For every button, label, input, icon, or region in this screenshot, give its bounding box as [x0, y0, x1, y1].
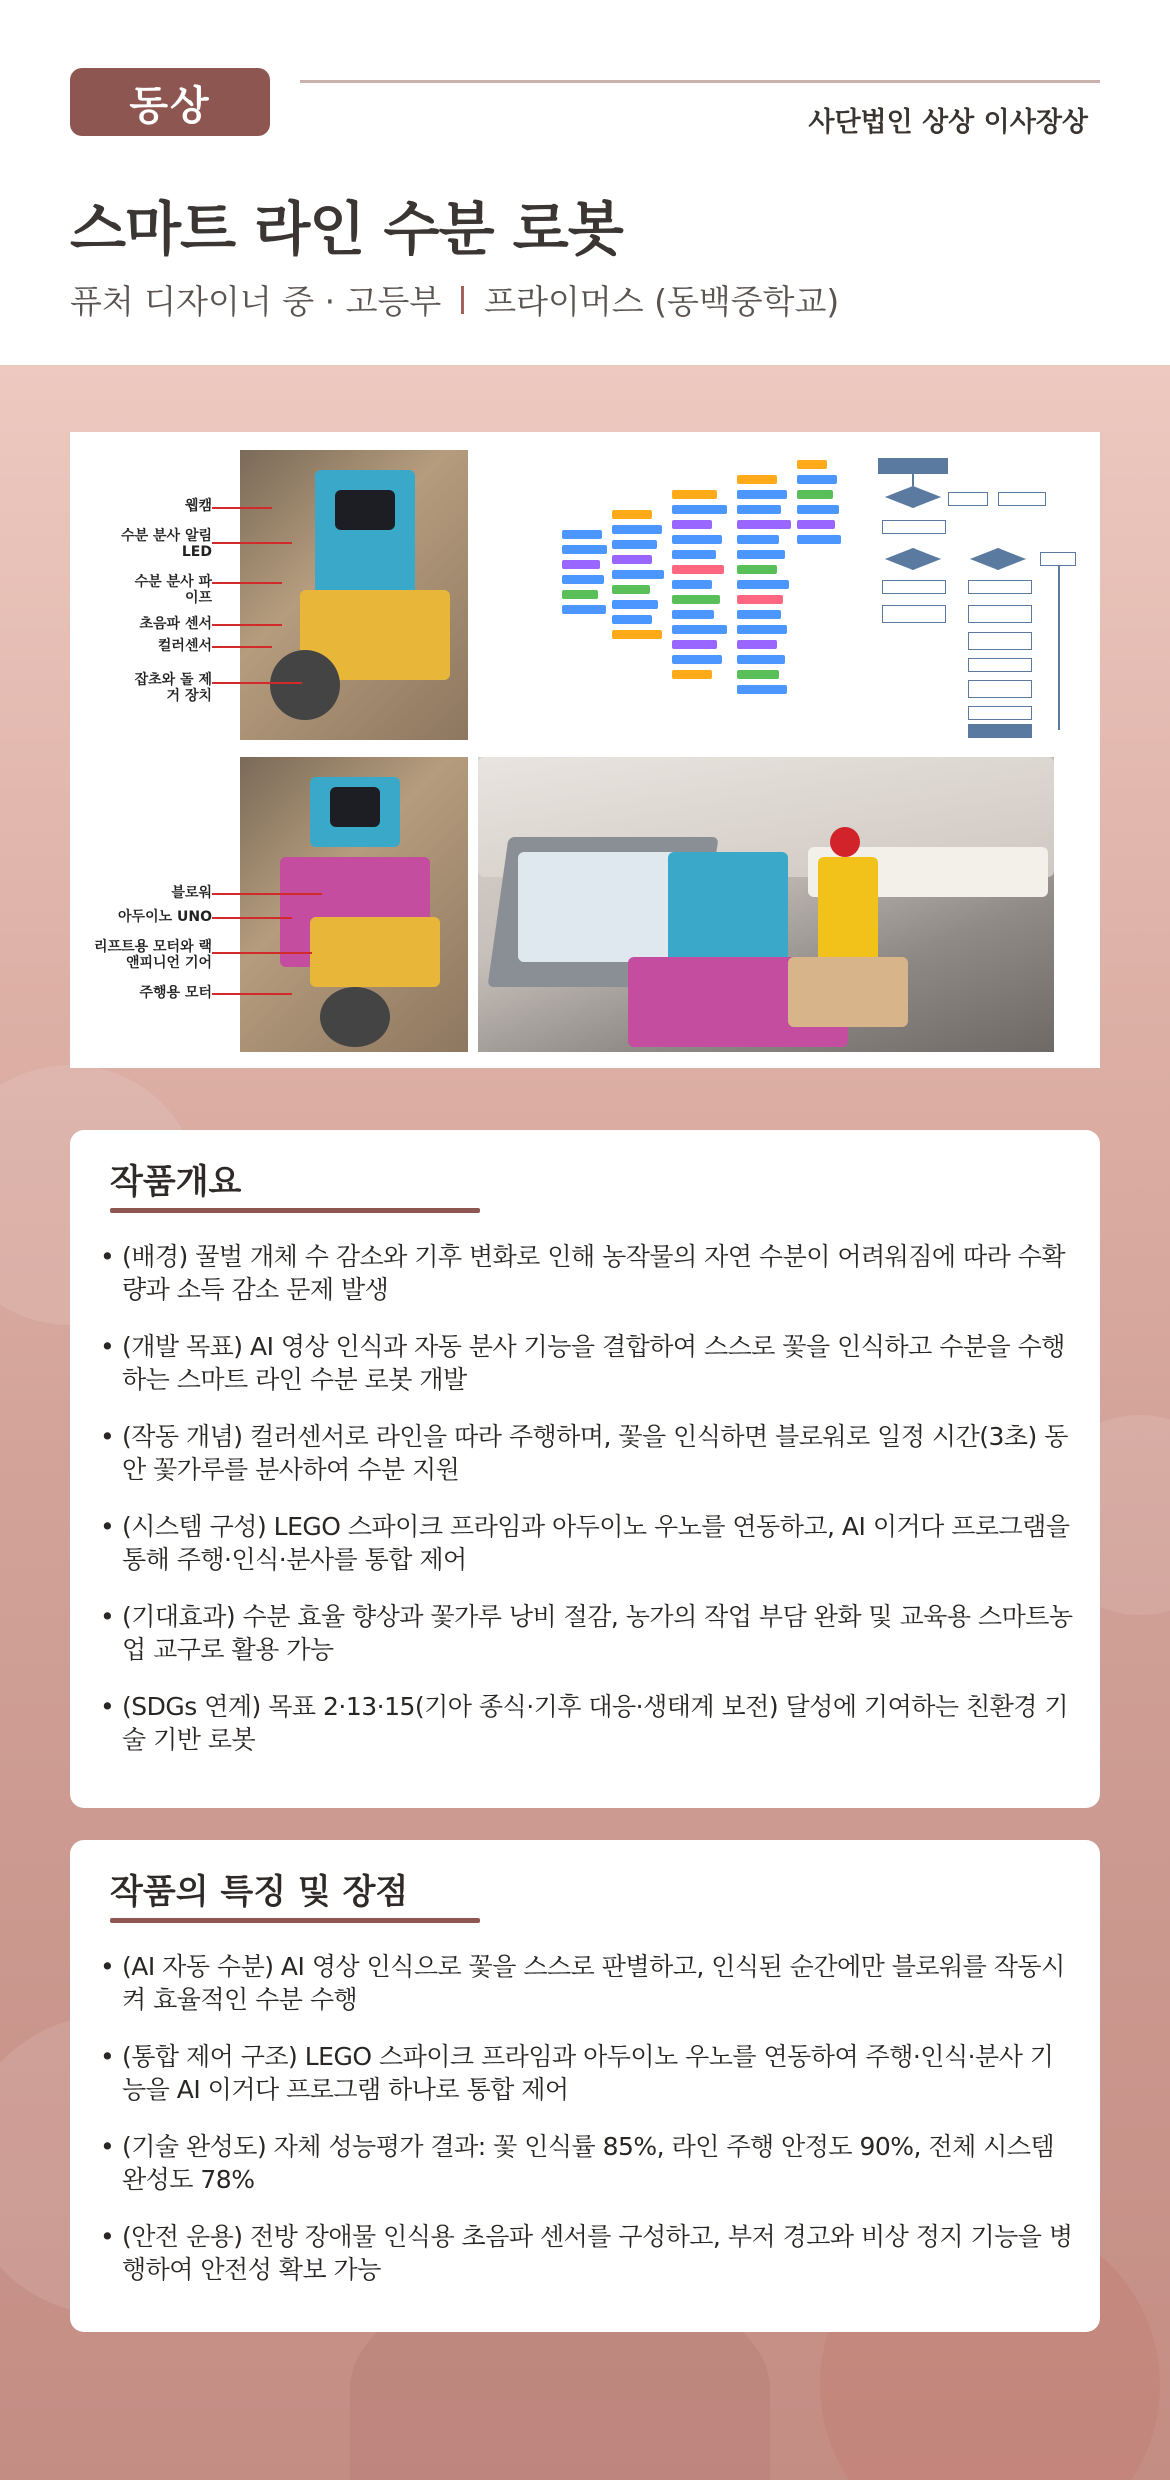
code-block: [737, 625, 787, 634]
code-block: [672, 610, 714, 619]
label-pointer: [212, 993, 292, 995]
label-color-sensor: 컬러센서: [157, 638, 212, 654]
code-block: [797, 520, 835, 529]
code-block: [612, 615, 652, 624]
label-pointer: [212, 893, 322, 895]
label-ultrasonic: 초음파 센서: [139, 616, 212, 632]
code-block: [612, 540, 657, 549]
code-block: [737, 595, 783, 604]
label-pointer: [212, 542, 292, 544]
flow-step: [882, 580, 946, 594]
code-block: [612, 525, 662, 534]
code-block: [672, 490, 717, 499]
heading-underline: [110, 1918, 480, 1923]
flow-connector: [912, 474, 914, 486]
list-item: • (안전 운용) 전방 장애물 인식용 초음파 센서를 구성하고, 부저 경고와 비상 정지 기능을 병행하여 안전성 확보 가능: [100, 2220, 1075, 2286]
flow-decision: [885, 486, 941, 508]
flow-step: [968, 706, 1032, 720]
code-block: [612, 555, 652, 564]
code-block: [672, 640, 717, 649]
flow-decision: [970, 548, 1026, 570]
label-pointer: [212, 917, 292, 919]
code-block: [797, 505, 839, 514]
overview-heading: 작품개요: [110, 1162, 242, 1202]
code-block: [672, 580, 712, 589]
flow-step: [948, 492, 988, 506]
code-block: [737, 520, 791, 529]
block-code-screenshot: [552, 450, 852, 740]
award-badge: 동상: [70, 68, 270, 136]
flow-step: [968, 658, 1032, 672]
robot-labels-top: [70, 450, 212, 740]
flow-start: [878, 458, 948, 474]
code-block: [562, 560, 600, 569]
code-block: [562, 605, 606, 614]
subtitle-separator: [461, 286, 464, 314]
robot-base: [310, 917, 440, 987]
code-block: [612, 510, 652, 519]
code-block: [737, 670, 779, 679]
overview-card: [70, 1130, 1100, 1808]
label-lift-motor: 리프트용 모터와 랙앤피니언 기어: [94, 939, 212, 971]
scene-robot: [668, 852, 788, 972]
page-title: 스마트 라인 수분 로봇: [70, 195, 623, 263]
features-heading: 작품의 특징 및 장점: [110, 1872, 409, 1912]
code-block: [672, 505, 727, 514]
robot-photo-side: [240, 757, 468, 1052]
flow-step: [882, 520, 946, 534]
label-pointer: [212, 952, 312, 954]
label-drive-motor: 주행용 모터: [139, 985, 212, 1001]
code-block: [672, 535, 722, 544]
code-block: [612, 570, 664, 579]
robot-webcam: [335, 490, 395, 530]
code-block: [737, 610, 781, 619]
code-block: [672, 550, 716, 559]
flow-step: [1040, 552, 1076, 566]
scene-flower-figure: [818, 857, 878, 967]
subtitle: [70, 276, 839, 323]
demo-scene-photo: [478, 757, 1054, 1052]
code-block: [612, 585, 650, 594]
scene-box: [788, 957, 908, 1027]
features-card: [70, 1840, 1100, 2332]
code-block: [562, 545, 607, 554]
flow-step: [968, 580, 1032, 594]
code-block: [737, 550, 785, 559]
flow-decision: [885, 548, 941, 570]
label-pointer: [212, 646, 272, 648]
code-block: [737, 490, 787, 499]
label-pointer: [212, 682, 302, 684]
list-item: • (개발 목표) AI 영상 인식과 자동 분사 기능을 결합하여 스스로 꽃을 인식하고 수분을 수행하는 스마트 라인 수분 로봇 개발: [100, 1330, 1075, 1396]
code-block: [562, 530, 602, 539]
scene-flower: [830, 827, 860, 857]
robot-blower: [330, 787, 380, 827]
code-block: [672, 520, 712, 529]
flow-step: [998, 492, 1046, 506]
heading-underline: [110, 1208, 480, 1213]
label-weed-remover: 잡초와 돌 제거 장치: [134, 672, 212, 704]
robot-labels-bottom: [70, 757, 212, 1052]
code-block: [797, 460, 827, 469]
label-pointer: [212, 582, 282, 584]
scene-laptop-screen: [518, 852, 688, 962]
code-block: [737, 640, 777, 649]
flow-step: [882, 605, 946, 623]
label-blower: 블로워: [171, 885, 212, 901]
label-pointer: [212, 624, 282, 626]
code-block: [737, 535, 779, 544]
flow-step: [968, 680, 1032, 698]
code-block: [737, 475, 777, 484]
flow-step: [968, 632, 1032, 650]
code-block: [737, 685, 787, 694]
code-block: [562, 590, 598, 599]
flow-step: [968, 605, 1032, 623]
robot-wheel: [320, 987, 390, 1047]
robot-photo-front: [240, 450, 468, 740]
overview-list: [100, 1240, 1075, 1780]
header: [0, 0, 1170, 365]
code-block: [672, 565, 724, 574]
flow-connector: [1058, 566, 1060, 730]
code-block: [737, 580, 789, 589]
header-divider: [300, 80, 1100, 83]
label-pipe: 수분 분사 파이프: [134, 574, 212, 606]
code-block: [737, 655, 785, 664]
code-block: [737, 505, 781, 514]
code-block: [797, 475, 837, 484]
code-block: [797, 490, 833, 499]
team-label: 프라이머스 (동백중학교): [484, 282, 840, 321]
robot-wheel: [270, 650, 340, 720]
category-label: 퓨처 디자이너 중 · 고등부: [70, 282, 442, 321]
code-block: [672, 595, 720, 604]
code-block: [612, 600, 658, 609]
code-block: [672, 655, 722, 664]
code-block: [737, 565, 777, 574]
label-webcam: 웹캠: [184, 498, 212, 514]
list-item: • (통합 제어 구조) LEGO 스파이크 프라임과 아두이노 우노를 연동하여 주행·인식·분사 기능을 AI 이거다 프로그램 하나로 통합 제어: [100, 2040, 1075, 2106]
list-item: • (SDGs 연계) 목표 2·13·15(기아 종식·기후 대응·생태계 보전) 달성에 기여하는 친환경 기술 기반 로봇: [100, 1690, 1075, 1756]
code-block: [612, 630, 662, 639]
label-arduino: 아두이노 UNO: [118, 909, 212, 925]
list-item: • (기대효과) 수분 효율 향상과 꽃가루 낭비 절감, 농가의 작업 부담 완화 및 교육용 스마트농업 교구로 활용 가능: [100, 1600, 1075, 1666]
flowchart: [860, 450, 1082, 740]
code-block: [562, 575, 604, 584]
features-list: [100, 1950, 1075, 2310]
code-block: [672, 670, 712, 679]
award-organization: 사단법인 상상 이사장상: [808, 107, 1088, 138]
list-item: • (작동 개념) 컬러센서로 라인을 따라 주행하며, 꽃을 인식하면 블로워로 일정 시간(3초) 동안 꽃가루를 분사하여 수분 지원: [100, 1420, 1075, 1486]
photo-collage: [70, 432, 1100, 1068]
label-pointer: [212, 507, 272, 509]
label-led: 수분 분사 알림 LED: [121, 528, 212, 560]
list-item: • (배경) 꿀벌 개체 수 감소와 기후 변화로 인해 농작물의 자연 수분이 어려워짐에 따라 수확량과 소득 감소 문제 발생: [100, 1240, 1075, 1306]
list-item: • (기술 완성도) 자체 성능평가 결과: 꽃 인식률 85%, 라인 주행 안정도 90%, 전체 시스템 완성도 78%: [100, 2130, 1075, 2196]
list-item: • (시스템 구성) LEGO 스파이크 프라임과 아두이노 우노를 연동하고, AI 이거다 프로그램을 통해 주행·인식·분사를 통합 제어: [100, 1510, 1075, 1576]
code-block: [797, 535, 841, 544]
flow-end: [968, 724, 1032, 738]
code-block: [672, 625, 727, 634]
list-item: • (AI 자동 수분) AI 영상 인식으로 꽃을 스스로 판별하고, 인식된 순간에만 블로워를 작동시켜 효율적인 수분 수행: [100, 1950, 1075, 2016]
